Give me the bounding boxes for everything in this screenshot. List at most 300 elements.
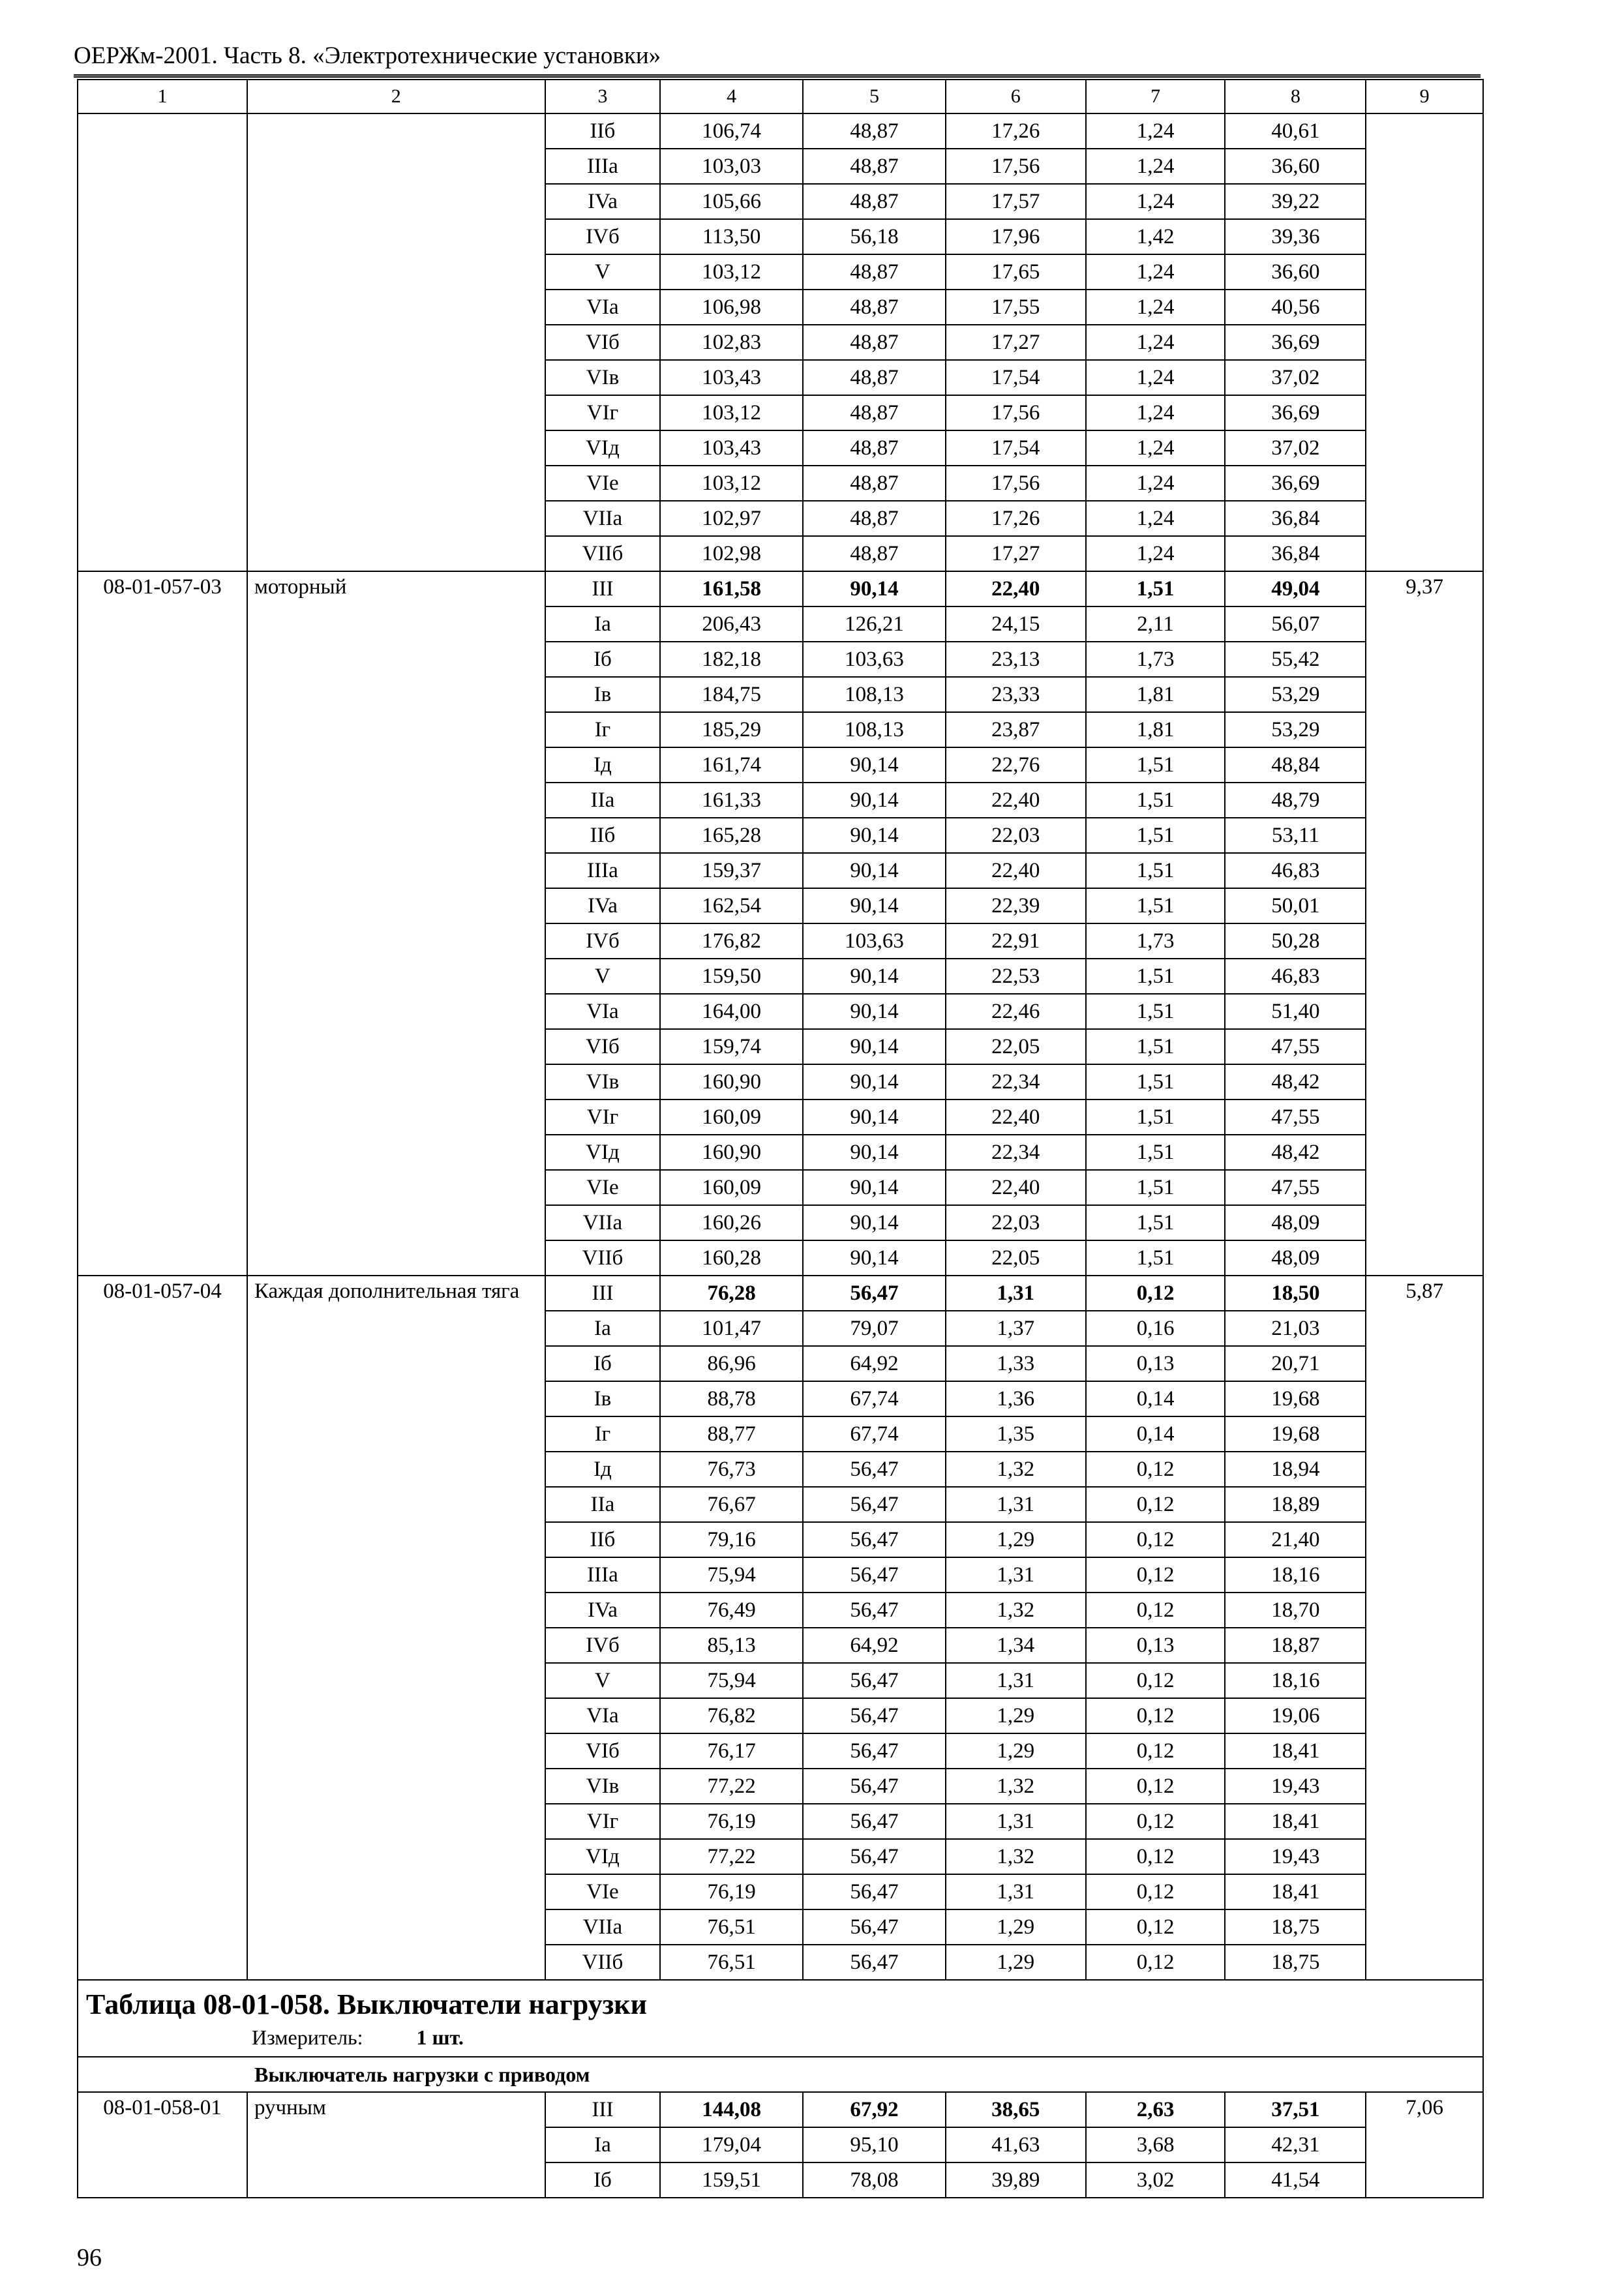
value-cell: 56,47 — [803, 1487, 946, 1522]
value-cell: 159,50 — [660, 959, 803, 994]
value-cell: 90,14 — [803, 1064, 946, 1100]
value-cell: 22,03 — [946, 1205, 1086, 1240]
value-cell: 0,12 — [1086, 1557, 1226, 1593]
value-cell: 17,27 — [946, 325, 1086, 360]
value-cell: 56,47 — [803, 1663, 946, 1698]
value-cell: 42,31 — [1225, 2127, 1366, 2162]
value-cell: 22,05 — [946, 1029, 1086, 1064]
value-cell: 22,34 — [946, 1135, 1086, 1170]
zone-cell: VIIa — [545, 501, 661, 536]
value-cell: 160,90 — [660, 1064, 803, 1100]
value-cell: 159,51 — [660, 2162, 803, 2198]
value-cell: 48,87 — [803, 254, 946, 290]
value-cell: 53,29 — [1225, 712, 1366, 747]
zone-cell: IIa — [545, 783, 661, 818]
zone-cell: IVa — [545, 1593, 661, 1628]
meter-line — [86, 2022, 1482, 2056]
value-cell: 1,24 — [1086, 430, 1226, 466]
zone-cell: IIIa — [545, 853, 661, 888]
value-cell: 17,27 — [946, 536, 1086, 571]
zone-cell: VIIб — [545, 536, 661, 571]
zone-cell: VIд — [545, 1839, 661, 1874]
value-cell: 161,74 — [660, 747, 803, 783]
value-cell: 48,42 — [1225, 1064, 1366, 1100]
value-cell: 0,12 — [1086, 1276, 1226, 1311]
value-cell: 76,17 — [660, 1733, 803, 1769]
value-cell: 37,51 — [1225, 2092, 1366, 2127]
value-cell: 56,47 — [803, 1733, 946, 1769]
value-cell: 21,03 — [1225, 1311, 1366, 1346]
zone-cell: V — [545, 1663, 661, 1698]
zone-cell: Iб — [545, 2162, 661, 2198]
value-cell: 79,07 — [803, 1311, 946, 1346]
value-cell: 53,29 — [1225, 677, 1366, 712]
value-cell: 3,02 — [1086, 2162, 1226, 2198]
zone-cell: III — [545, 1276, 661, 1311]
value-cell: 39,89 — [946, 2162, 1086, 2198]
value-cell: 0,12 — [1086, 1945, 1226, 1980]
value-cell: 48,87 — [803, 501, 946, 536]
value-cell: 19,68 — [1225, 1381, 1366, 1416]
value-cell: 90,14 — [803, 783, 946, 818]
page-number: 96 — [77, 2244, 102, 2271]
value-cell: 56,47 — [803, 1874, 946, 1909]
document-title: ОЕРЖм-2001. Часть 8. «Электротехнические установки» — [74, 42, 661, 69]
value-cell: 18,16 — [1225, 1663, 1366, 1698]
value-cell: 48,87 — [803, 466, 946, 501]
value-cell: 36,69 — [1225, 466, 1366, 501]
value-cell: 1,24 — [1086, 466, 1226, 501]
value-cell: 37,02 — [1225, 360, 1366, 395]
zone-cell: Iб — [545, 1346, 661, 1381]
value-cell: 76,19 — [660, 1874, 803, 1909]
column-number: 2 — [247, 80, 545, 113]
table-row — [78, 1276, 1483, 1311]
value-cell: 76,51 — [660, 1945, 803, 1980]
value-cell: 1,29 — [946, 1945, 1086, 1980]
value-cell: 17,57 — [946, 184, 1086, 219]
value-cell: 1,51 — [1086, 1100, 1226, 1135]
value-cell: 1,32 — [946, 1769, 1086, 1804]
value-cell: 1,31 — [946, 1663, 1086, 1698]
value-cell: 17,54 — [946, 360, 1086, 395]
value-cell: 90,14 — [803, 994, 946, 1029]
value-cell: 76,82 — [660, 1698, 803, 1733]
column-number: 4 — [660, 80, 803, 113]
value-cell: 1,73 — [1086, 642, 1226, 677]
zone-cell: IVa — [545, 888, 661, 923]
value-cell: 41,54 — [1225, 2162, 1366, 2198]
zone-cell: VIб — [545, 1029, 661, 1064]
value-cell: 22,34 — [946, 1064, 1086, 1100]
value-cell: 182,18 — [660, 642, 803, 677]
value-cell: 39,22 — [1225, 184, 1366, 219]
value-cell: 22,05 — [946, 1240, 1086, 1276]
value-cell: 1,31 — [946, 1557, 1086, 1593]
value-cell: 1,32 — [946, 1452, 1086, 1487]
value-cell: 17,56 — [946, 466, 1086, 501]
value-cell: 90,14 — [803, 747, 946, 783]
zone-cell: VIг — [545, 1804, 661, 1839]
weight-cell: 9,37 — [1366, 571, 1483, 1276]
zone-cell: VIIa — [545, 1205, 661, 1240]
value-cell: 0,12 — [1086, 1909, 1226, 1945]
value-cell: 48,87 — [803, 290, 946, 325]
value-cell: 160,90 — [660, 1135, 803, 1170]
table-title: Таблица 08-01-058. Выключатели нагрузки — [86, 1988, 647, 2020]
value-cell: 90,14 — [803, 1100, 946, 1135]
value-cell: 1,37 — [946, 1311, 1086, 1346]
value-cell: 1,24 — [1086, 501, 1226, 536]
value-cell: 48,87 — [803, 430, 946, 466]
weight-cell: 5,87 — [1366, 1276, 1483, 1980]
value-cell: 56,07 — [1225, 606, 1366, 642]
value-cell: 1,51 — [1086, 747, 1226, 783]
zone-cell: Iг — [545, 712, 661, 747]
meter-unit: 1 шт. — [416, 2026, 464, 2049]
value-cell: 106,74 — [660, 113, 803, 149]
column-number: 7 — [1086, 80, 1226, 113]
zone-cell: VIв — [545, 360, 661, 395]
value-cell: 38,65 — [946, 2092, 1086, 2127]
value-cell: 56,47 — [803, 1593, 946, 1628]
value-cell: 24,15 — [946, 606, 1086, 642]
value-cell: 56,47 — [803, 1276, 946, 1311]
value-cell: 1,24 — [1086, 536, 1226, 571]
table-row — [78, 2092, 1483, 2127]
value-cell: 0,12 — [1086, 1522, 1226, 1557]
zone-cell: VIд — [545, 1135, 661, 1170]
value-cell: 22,40 — [946, 1100, 1086, 1135]
value-cell: 36,60 — [1225, 149, 1366, 184]
value-cell: 17,55 — [946, 290, 1086, 325]
zone-cell: IIб — [545, 113, 661, 149]
rate-code — [78, 113, 247, 571]
value-cell: 22,53 — [946, 959, 1086, 994]
value-cell: 46,83 — [1225, 959, 1366, 994]
table-caption-row — [78, 1980, 1483, 2057]
weight-cell — [1366, 113, 1483, 571]
zone-cell: IVб — [545, 1628, 661, 1663]
value-cell: 48,79 — [1225, 783, 1366, 818]
value-cell: 36,69 — [1225, 395, 1366, 430]
value-cell: 90,14 — [803, 1135, 946, 1170]
value-cell: 90,14 — [803, 1170, 946, 1205]
value-cell: 56,47 — [803, 1769, 946, 1804]
zone-cell: IIб — [545, 818, 661, 853]
value-cell: 0,12 — [1086, 1733, 1226, 1769]
column-number: 3 — [545, 80, 661, 113]
zone-cell: IIIa — [545, 149, 661, 184]
zone-cell: VIa — [545, 994, 661, 1029]
value-cell: 22,40 — [946, 571, 1086, 606]
value-cell: 103,03 — [660, 149, 803, 184]
value-cell: 103,12 — [660, 254, 803, 290]
value-cell: 90,14 — [803, 959, 946, 994]
value-cell: 23,13 — [946, 642, 1086, 677]
column-number: 1 — [78, 80, 247, 113]
value-cell: 103,12 — [660, 395, 803, 430]
value-cell: 102,98 — [660, 536, 803, 571]
value-cell: 103,63 — [803, 923, 946, 959]
value-cell: 1,51 — [1086, 1135, 1226, 1170]
value-cell: 50,01 — [1225, 888, 1366, 923]
column-numbers-row — [78, 80, 1483, 113]
zone-cell: VIв — [545, 1064, 661, 1100]
zone-cell: VIб — [545, 1733, 661, 1769]
value-cell: 0,12 — [1086, 1769, 1226, 1804]
value-cell: 48,87 — [803, 536, 946, 571]
value-cell: 20,71 — [1225, 1346, 1366, 1381]
work-name: Каждая дополнительная тяга — [247, 1276, 545, 1980]
zone-cell: VIe — [545, 1170, 661, 1205]
value-cell: 95,10 — [803, 2127, 946, 2162]
value-cell: 1,34 — [946, 1628, 1086, 1663]
value-cell: 18,41 — [1225, 1874, 1366, 1909]
table-row — [78, 571, 1483, 606]
zone-cell: VIд — [545, 430, 661, 466]
value-cell: 0,12 — [1086, 1487, 1226, 1522]
value-cell: 18,75 — [1225, 1909, 1366, 1945]
value-cell: 36,84 — [1225, 536, 1366, 571]
value-cell: 18,16 — [1225, 1557, 1366, 1593]
rate-code: 08-01-057-04 — [78, 1276, 247, 1980]
zone-cell: III — [545, 2092, 661, 2127]
value-cell: 56,47 — [803, 1557, 946, 1593]
page-header — [74, 38, 1481, 78]
value-cell: 18,41 — [1225, 1733, 1366, 1769]
value-cell: 160,09 — [660, 1170, 803, 1205]
value-cell: 1,31 — [946, 1874, 1086, 1909]
work-name: моторный — [247, 571, 545, 1276]
value-cell: 1,29 — [946, 1733, 1086, 1769]
value-cell: 67,74 — [803, 1381, 946, 1416]
value-cell: 0,12 — [1086, 1452, 1226, 1487]
zone-cell: Iв — [545, 1381, 661, 1416]
value-cell: 90,14 — [803, 1029, 946, 1064]
value-cell: 17,96 — [946, 219, 1086, 254]
value-cell: 106,98 — [660, 290, 803, 325]
value-cell: 1,51 — [1086, 959, 1226, 994]
zone-cell: IIa — [545, 1487, 661, 1522]
zone-cell: VIa — [545, 290, 661, 325]
value-cell: 0,14 — [1086, 1416, 1226, 1452]
value-cell: 17,56 — [946, 395, 1086, 430]
column-number: 9 — [1366, 80, 1483, 113]
table-caption — [78, 1980, 1483, 2057]
value-cell: 1,24 — [1086, 395, 1226, 430]
zone-cell: VIг — [545, 1100, 661, 1135]
zone-cell: VIв — [545, 1769, 661, 1804]
value-cell: 165,28 — [660, 818, 803, 853]
work-name: ручным — [247, 2092, 545, 2198]
value-cell: 56,47 — [803, 1522, 946, 1557]
value-cell: 90,14 — [803, 853, 946, 888]
value-cell: 17,26 — [946, 501, 1086, 536]
value-cell: 48,87 — [803, 184, 946, 219]
value-cell: 85,13 — [660, 1628, 803, 1663]
value-cell: 17,54 — [946, 430, 1086, 466]
value-cell: 126,21 — [803, 606, 946, 642]
value-cell: 64,92 — [803, 1346, 946, 1381]
column-number: 6 — [946, 80, 1086, 113]
value-cell: 1,51 — [1086, 853, 1226, 888]
value-cell: 22,40 — [946, 1170, 1086, 1205]
value-cell: 108,13 — [803, 677, 946, 712]
zone-cell: V — [545, 254, 661, 290]
value-cell: 64,92 — [803, 1628, 946, 1663]
value-cell: 1,51 — [1086, 1240, 1226, 1276]
value-cell: 48,87 — [803, 360, 946, 395]
value-cell: 0,16 — [1086, 1311, 1226, 1346]
value-cell: 1,42 — [1086, 219, 1226, 254]
value-cell: 1,51 — [1086, 1205, 1226, 1240]
zone-cell: V — [545, 959, 661, 994]
value-cell: 2,63 — [1086, 2092, 1226, 2127]
value-cell: 108,13 — [803, 712, 946, 747]
value-cell: 18,50 — [1225, 1276, 1366, 1311]
value-cell: 48,87 — [803, 395, 946, 430]
zone-cell: VIIб — [545, 1945, 661, 1980]
value-cell: 22,46 — [946, 994, 1086, 1029]
value-cell: 56,47 — [803, 1698, 946, 1733]
zone-cell: Iв — [545, 677, 661, 712]
value-cell: 1,81 — [1086, 677, 1226, 712]
value-cell: 1,51 — [1086, 1170, 1226, 1205]
rates-table — [77, 79, 1484, 2198]
zone-cell: Iд — [545, 1452, 661, 1487]
value-cell: 55,42 — [1225, 642, 1366, 677]
value-cell: 47,55 — [1225, 1029, 1366, 1064]
value-cell: 160,28 — [660, 1240, 803, 1276]
value-cell: 48,84 — [1225, 747, 1366, 783]
value-cell: 90,14 — [803, 571, 946, 606]
value-cell: 1,24 — [1086, 325, 1226, 360]
value-cell: 159,37 — [660, 853, 803, 888]
value-cell: 67,74 — [803, 1416, 946, 1452]
value-cell: 77,22 — [660, 1839, 803, 1874]
value-cell: 0,12 — [1086, 1874, 1226, 1909]
value-cell: 19,43 — [1225, 1769, 1366, 1804]
zone-cell: VIa — [545, 1698, 661, 1733]
value-cell: 23,87 — [946, 712, 1086, 747]
value-cell: 76,28 — [660, 1276, 803, 1311]
value-cell: 17,56 — [946, 149, 1086, 184]
value-cell: 90,14 — [803, 1205, 946, 1240]
value-cell: 1,24 — [1086, 184, 1226, 219]
value-cell: 40,61 — [1225, 113, 1366, 149]
value-cell: 41,63 — [946, 2127, 1086, 2162]
value-cell: 1,32 — [946, 1593, 1086, 1628]
zone-cell: VIe — [545, 466, 661, 501]
value-cell: 185,29 — [660, 712, 803, 747]
value-cell: 88,78 — [660, 1381, 803, 1416]
value-cell: 161,33 — [660, 783, 803, 818]
value-cell: 2,11 — [1086, 606, 1226, 642]
column-number: 5 — [803, 80, 946, 113]
value-cell: 90,14 — [803, 818, 946, 853]
zone-cell: Iб — [545, 642, 661, 677]
value-cell: 184,75 — [660, 677, 803, 712]
value-cell: 1,24 — [1086, 290, 1226, 325]
value-cell: 206,43 — [660, 606, 803, 642]
value-cell: 1,51 — [1086, 1064, 1226, 1100]
value-cell: 76,51 — [660, 1909, 803, 1945]
value-cell: 67,92 — [803, 2092, 946, 2127]
value-cell: 161,58 — [660, 571, 803, 606]
value-cell: 19,68 — [1225, 1416, 1366, 1452]
value-cell: 75,94 — [660, 1557, 803, 1593]
value-cell: 0,12 — [1086, 1804, 1226, 1839]
value-cell: 103,12 — [660, 466, 803, 501]
value-cell: 102,83 — [660, 325, 803, 360]
value-cell: 1,29 — [946, 1522, 1086, 1557]
value-cell: 1,51 — [1086, 994, 1226, 1029]
zone-cell: IIб — [545, 1522, 661, 1557]
value-cell: 48,87 — [803, 149, 946, 184]
value-cell: 1,31 — [946, 1804, 1086, 1839]
value-cell: 56,47 — [803, 1804, 946, 1839]
meter-label: Измеритель: — [252, 2026, 363, 2049]
value-cell: 90,14 — [803, 888, 946, 923]
value-cell: 159,74 — [660, 1029, 803, 1064]
value-cell: 1,32 — [946, 1839, 1086, 1874]
rate-code: 08-01-058-01 — [78, 2092, 247, 2198]
value-cell: 0,12 — [1086, 1593, 1226, 1628]
value-cell: 88,77 — [660, 1416, 803, 1452]
value-cell: 103,43 — [660, 360, 803, 395]
value-cell: 113,50 — [660, 219, 803, 254]
value-cell: 76,73 — [660, 1452, 803, 1487]
value-cell: 48,42 — [1225, 1135, 1366, 1170]
value-cell: 49,04 — [1225, 571, 1366, 606]
value-cell: 36,84 — [1225, 501, 1366, 536]
value-cell: 22,40 — [946, 853, 1086, 888]
value-cell: 1,31 — [946, 1276, 1086, 1311]
value-cell: 22,03 — [946, 818, 1086, 853]
value-cell: 48,87 — [803, 113, 946, 149]
value-cell: 19,43 — [1225, 1839, 1366, 1874]
zone-cell: VIб — [545, 325, 661, 360]
value-cell: 48,09 — [1225, 1240, 1366, 1276]
value-cell: 160,26 — [660, 1205, 803, 1240]
value-cell: 1,33 — [946, 1346, 1086, 1381]
value-cell: 22,40 — [946, 783, 1086, 818]
value-cell: 0,14 — [1086, 1381, 1226, 1416]
rate-code: 08-01-057-03 — [78, 571, 247, 1276]
zone-cell: III — [545, 571, 661, 606]
zone-cell: Ia — [545, 606, 661, 642]
value-cell: 18,87 — [1225, 1628, 1366, 1663]
value-cell: 102,97 — [660, 501, 803, 536]
zone-cell: IVa — [545, 184, 661, 219]
value-cell: 90,14 — [803, 1240, 946, 1276]
value-cell: 1,24 — [1086, 149, 1226, 184]
value-cell: 77,22 — [660, 1769, 803, 1804]
value-cell: 1,73 — [1086, 923, 1226, 959]
value-cell: 103,43 — [660, 430, 803, 466]
value-cell: 144,08 — [660, 2092, 803, 2127]
zone-cell: Ia — [545, 2127, 661, 2162]
value-cell: 53,11 — [1225, 818, 1366, 853]
value-cell: 1,29 — [946, 1698, 1086, 1733]
value-cell: 48,87 — [803, 325, 946, 360]
value-cell: 75,94 — [660, 1663, 803, 1698]
value-cell: 50,28 — [1225, 923, 1366, 959]
zone-cell: VIIa — [545, 1909, 661, 1945]
value-cell: 179,04 — [660, 2127, 803, 2162]
zone-cell: VIe — [545, 1874, 661, 1909]
